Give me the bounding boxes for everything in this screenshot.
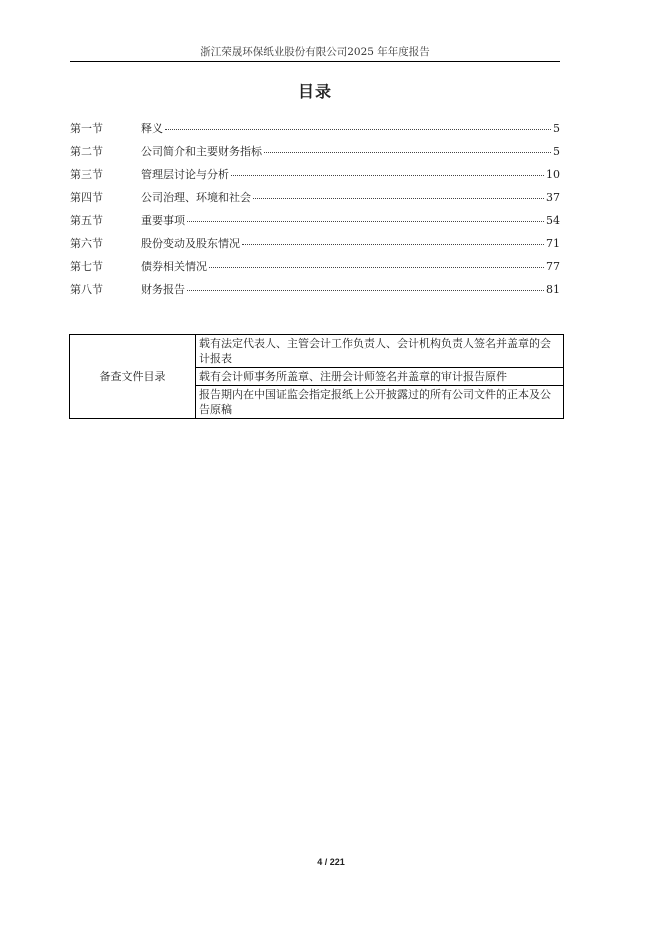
toc-entry[interactable] [70, 120, 560, 143]
toc-section-number: 第八节 [70, 283, 103, 296]
reference-document-item: 载有会计师事务所盖章、注册会计师签名并盖章的审计报告原件 [196, 368, 564, 386]
toc-section-title: 管理层讨论与分析 [141, 168, 229, 181]
toc-entry[interactable] [70, 189, 560, 212]
page-number: 4 / 221 [317, 857, 345, 867]
toc-leader-dots [253, 198, 544, 199]
toc-leader-dots [231, 175, 544, 176]
toc-entry[interactable] [70, 166, 560, 189]
header-divider [70, 61, 560, 62]
toc-leader-dots [242, 244, 544, 245]
reference-document-item: 报告期内在中国证监会指定报纸上公开披露过的所有公司文件的正本及公告原稿 [196, 386, 564, 419]
toc-page-number: 10 [546, 168, 560, 181]
toc-section-title: 释义 [141, 122, 163, 135]
toc-section-number: 第五节 [70, 214, 103, 227]
toc-page-number: 54 [546, 214, 560, 227]
reference-documents-label: 备查文件目录 [70, 335, 196, 419]
toc-page-number: 81 [546, 283, 560, 296]
reference-documents-table [69, 334, 564, 419]
toc-entry[interactable] [70, 143, 560, 166]
toc-leader-dots [209, 267, 544, 268]
toc-section-number: 第三节 [70, 168, 103, 181]
page-header: 浙江荣晟环保纸业股份有限公司2025 年年度报告 [200, 46, 430, 58]
toc-section-number: 第七节 [70, 260, 103, 273]
reference-document-item: 载有法定代表人、主管会计工作负责人、会计机构负责人签名并盖章的会计报表 [196, 335, 564, 368]
page-title: 目录 [297, 82, 332, 101]
toc-leader-dots [187, 290, 544, 291]
toc-section-title: 公司简介和主要财务指标 [141, 145, 262, 158]
toc-section-title: 重要事项 [141, 214, 185, 227]
toc-page-number: 77 [546, 260, 560, 273]
table-row [70, 335, 564, 368]
toc-section-title: 股份变动及股东情况 [141, 237, 240, 250]
toc-page-number: 5 [553, 122, 560, 135]
toc-section-title: 公司治理、环境和社会 [141, 191, 251, 204]
toc-page-number: 71 [546, 237, 560, 250]
toc-leader-dots [187, 221, 544, 222]
toc-leader-dots [264, 152, 551, 153]
toc-page-number: 37 [546, 191, 560, 204]
toc-section-number: 第四节 [70, 191, 103, 204]
toc-section-number: 第六节 [70, 237, 103, 250]
toc-entry[interactable] [70, 212, 560, 235]
toc-page-number: 5 [553, 145, 560, 158]
toc-section-number: 第二节 [70, 145, 103, 158]
table-of-contents [70, 120, 560, 304]
toc-section-title: 债券相关情况 [141, 260, 207, 273]
toc-entry[interactable] [70, 258, 560, 281]
toc-section-number: 第一节 [70, 122, 103, 135]
toc-entry[interactable] [70, 235, 560, 258]
toc-section-title: 财务报告 [141, 283, 185, 296]
toc-leader-dots [165, 129, 551, 130]
toc-entry[interactable] [70, 281, 560, 304]
